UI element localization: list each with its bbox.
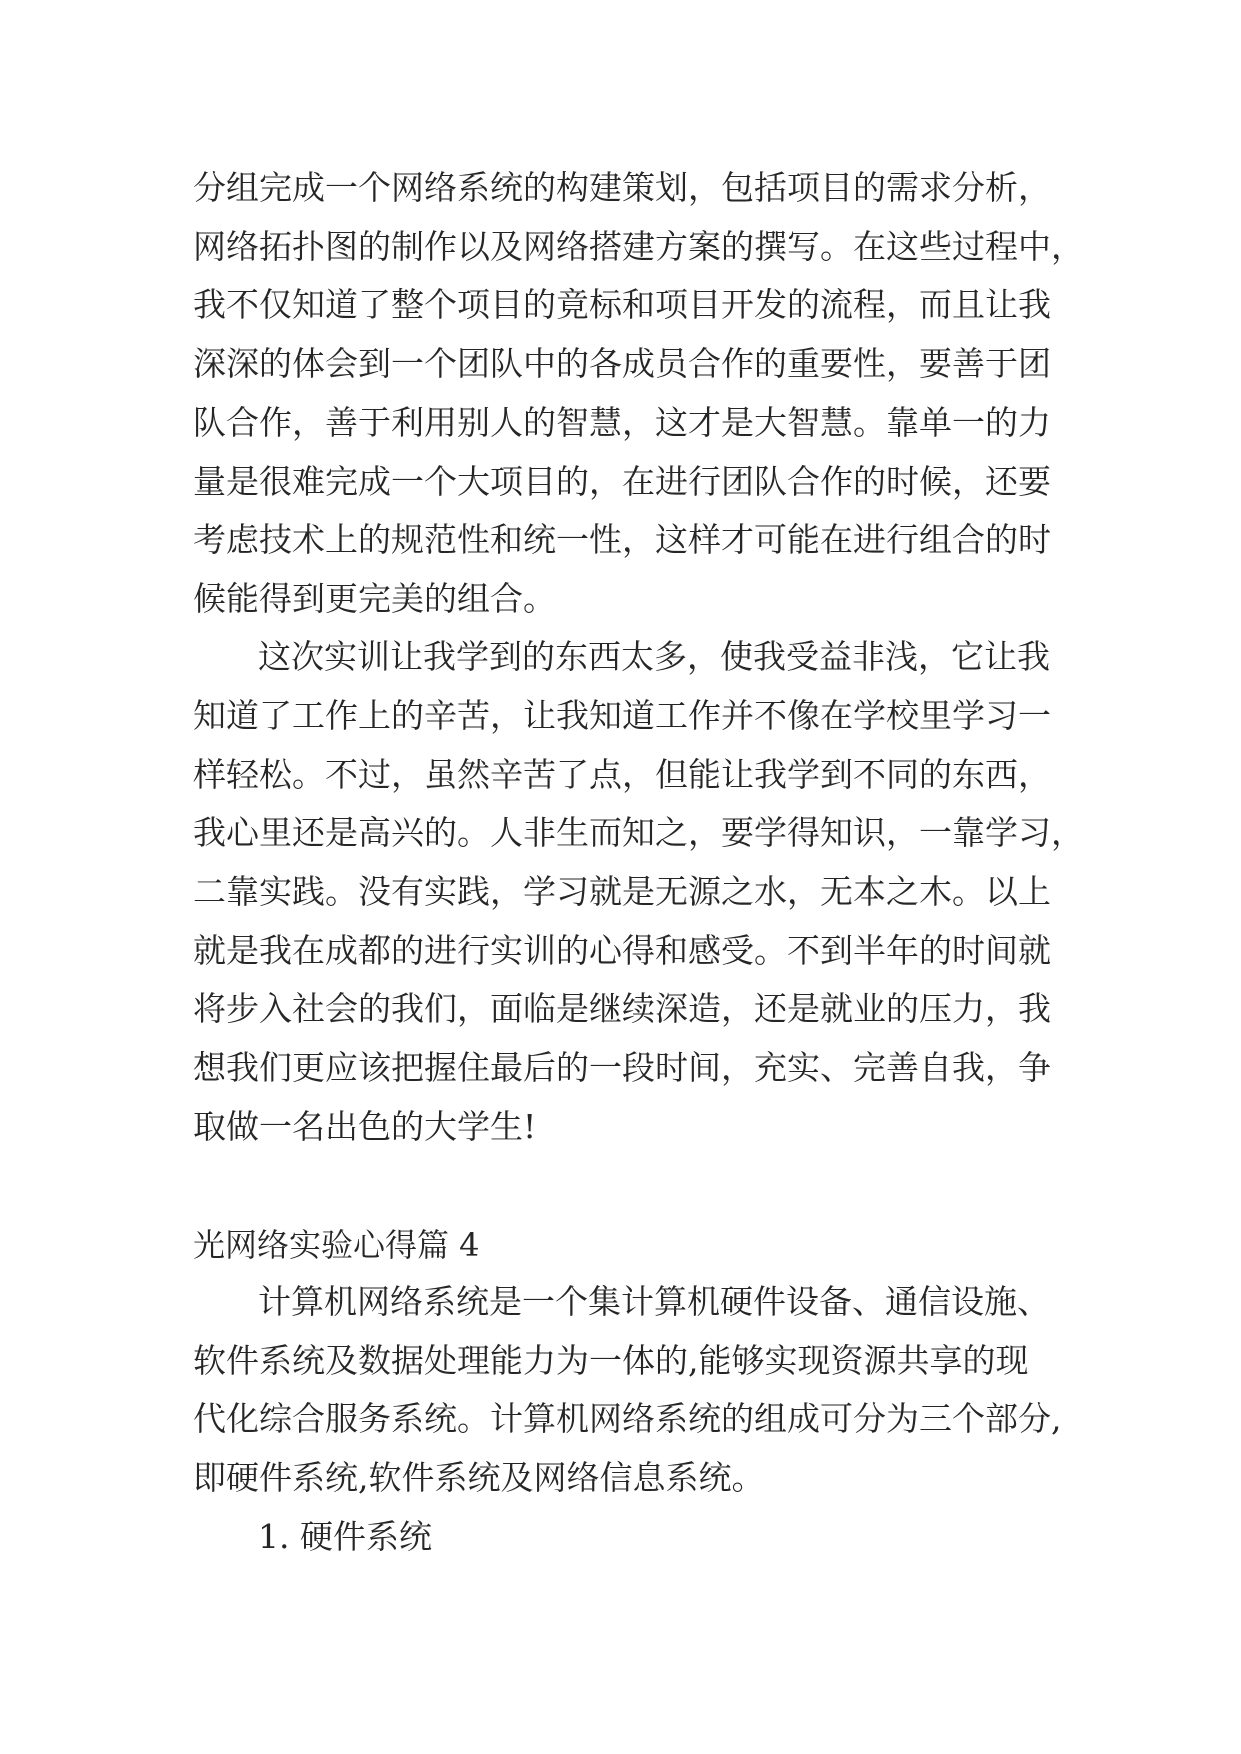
paragraph-1-line-6: 量是很难完成一个大项目的，在进行团队合作的时候，还要 xyxy=(193,462,1051,501)
paragraph-2-line-6: 就是我在成都的进行实训的心得和感受。不到半年的时间就 xyxy=(193,931,1051,970)
paragraph-1-line-2: 网络拓扑图的制作以及网络搭建方案的撰写。在这些过程中， xyxy=(193,227,1084,266)
paragraph-3-line-4: 即硬件系统,软件系统及网络信息系统。 xyxy=(193,1458,765,1497)
paragraph-2-line-5: 二靠实践。没有实践，学习就是无源之水，无本之木。以上 xyxy=(193,872,1051,911)
paragraph-3-line-1: 计算机网络系统是一个集计算机硬件设备、通信设施、 xyxy=(258,1282,1050,1321)
paragraph-1-line-3: 我不仅知道了整个项目的竟标和项目开发的流程，而且让我 xyxy=(193,285,1051,324)
paragraph-2-line-3: 样轻松。不过，虽然辛苦了点，但能让我学到不同的东西， xyxy=(193,755,1051,794)
paragraph-2-line-7: 将步入社会的我们，面临是继续深造，还是就业的压力，我 xyxy=(193,989,1051,1028)
paragraph-2-line-1: 这次实训让我学到的东西太多，使我受益非浅，它让我 xyxy=(258,637,1050,676)
paragraph-2-line-9: 取做一名出色的大学生! xyxy=(193,1107,537,1146)
paragraph-1-line-1: 分组完成一个网络系统的构建策划，包括项目的需求分析， xyxy=(193,168,1051,207)
paragraph-1-line-4: 深深的体会到一个团队中的各成员合作的重要性，要善于团 xyxy=(193,344,1051,383)
paragraph-1-line-5: 队合作，善于利用别人的智慧，这才是大智慧。靠单一的力 xyxy=(193,403,1051,442)
section-title: 光网络实验心得篇 4 xyxy=(193,1226,480,1264)
paragraph-3-line-2: 软件系统及数据处理能力为一体的,能够实现资源共享的现 xyxy=(193,1341,1029,1380)
paragraph-2-line-8: 想我们更应该把握住最后的一段时间，充实、完善自我，争 xyxy=(193,1048,1051,1087)
list-item-hardware-system: 1. 硬件系统 xyxy=(258,1517,432,1556)
paragraph-3-line-3: 代化综合服务系统。计算机网络系统的组成可分为三个部分, xyxy=(193,1399,1062,1438)
paragraph-2-line-4: 我心里还是高兴的。人非生而知之，要学得知识，一靠学习， xyxy=(193,813,1084,852)
paragraph-1-line-7: 考虑技术上的规范性和统一性，这样才可能在进行组合的时 xyxy=(193,520,1051,559)
paragraph-1-line-8: 候能得到更完美的组合。 xyxy=(193,579,556,618)
paragraph-2-line-2: 知道了工作上的辛苦，让我知道工作并不像在学校里学习一 xyxy=(193,696,1051,735)
